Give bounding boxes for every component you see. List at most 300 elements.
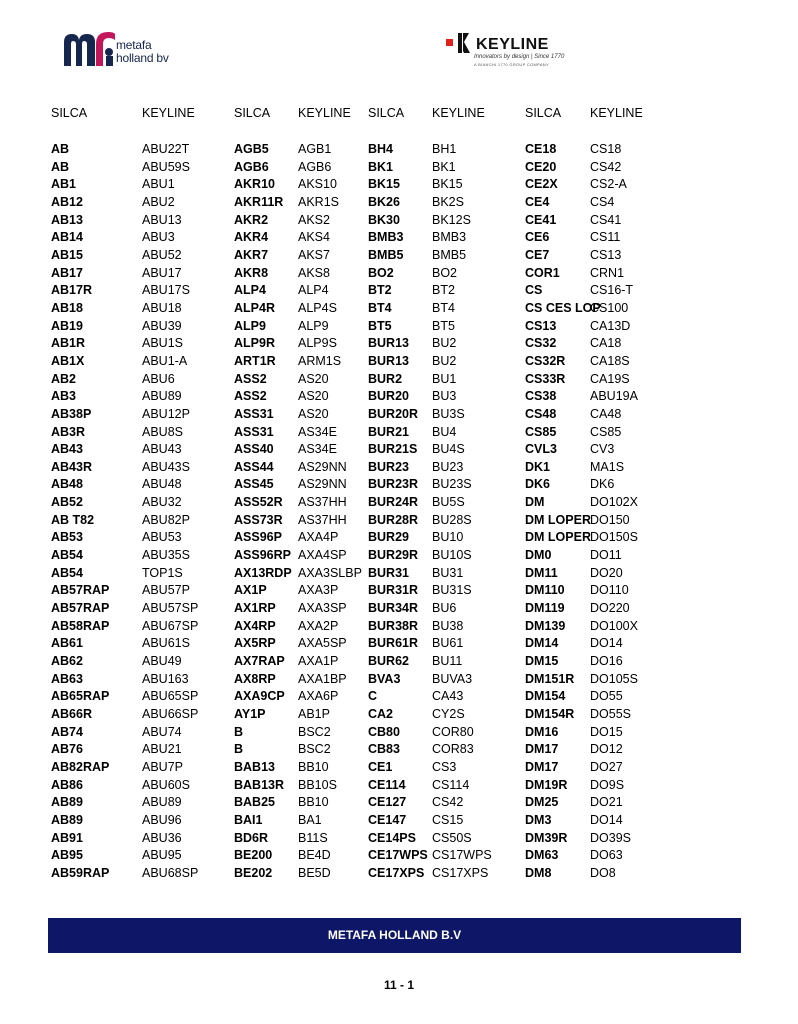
keyline-code: DO55	[590, 689, 623, 704]
keyline-code: BE5D	[298, 865, 331, 880]
silca-code: BAB25	[234, 795, 275, 810]
silca-code: AKR7	[234, 247, 269, 262]
silca-code: AB3R	[51, 424, 86, 439]
keyline-code: DO102X	[590, 495, 638, 510]
silca-code: AB91	[51, 830, 83, 845]
silca-code: CS CES LOP	[525, 300, 601, 315]
col2-keyline-list	[298, 141, 366, 883]
keyline-code: ABU3	[142, 230, 175, 245]
keyline-code: DO14	[590, 812, 623, 827]
silca-code: DK1	[525, 459, 551, 474]
keyline-code: ABU52	[142, 247, 182, 262]
silca-code: DM119	[525, 601, 565, 616]
keyline-code: ABU8S	[142, 424, 183, 439]
silca-code: AB62	[51, 654, 83, 669]
silca-code: AB89	[51, 812, 83, 827]
keyline-code: BSC2	[298, 742, 331, 757]
silca-code: BT2	[368, 283, 392, 298]
keyline-code: BU6	[432, 601, 457, 616]
keyline-code: DO55S	[590, 707, 631, 721]
keyline-code: ABU57P	[142, 583, 190, 598]
silca-code: AB65RAP	[51, 689, 110, 704]
col1-keyline-list	[142, 141, 230, 883]
keyline-code: AS29NN	[298, 459, 347, 474]
keyline-code: BUVA3	[432, 671, 473, 686]
silca-code: BUR24R	[368, 495, 419, 510]
silca-code: BH4	[368, 142, 394, 156]
silca-code: BMB5	[368, 247, 404, 262]
keyline-code: AS29NN	[298, 477, 347, 492]
keyline-code: ABU60S	[142, 777, 190, 792]
silca-code: CS32R	[525, 353, 566, 368]
silca-code: AB66R	[51, 707, 92, 721]
keyline-code: ABU35S	[142, 548, 190, 563]
keyline-code: BU2	[432, 336, 457, 351]
keyline-code: BU23	[432, 459, 464, 474]
silca-code: BUR34R	[368, 601, 419, 616]
keyline-tagline-company: A BIANCHI 1770 GROUP COMPANY	[474, 62, 549, 67]
silca-code: CE2X	[525, 177, 558, 192]
keyline-code: CS17WPS	[432, 848, 492, 863]
silca-code: ART1R	[234, 353, 276, 368]
keyline-code: BU31	[432, 565, 464, 580]
silca-code: BUR29	[368, 530, 409, 545]
keyline-code: AXA1BP	[298, 671, 347, 686]
silca-code: ASS31	[234, 424, 274, 439]
keyline-code: BU1	[432, 371, 457, 386]
silca-code: AB57RAP	[51, 601, 110, 616]
silca-code: BUR29R	[368, 548, 419, 563]
silca-code: CE1	[368, 759, 393, 774]
silca-code: BK15	[368, 177, 400, 192]
silca-code: C	[368, 689, 378, 704]
metafa-logo	[62, 28, 212, 72]
keyline-code: AXA4SP	[298, 548, 347, 563]
keyline-code: ABU89	[142, 389, 182, 404]
silca-code: AY1P	[234, 707, 266, 721]
keyline-code: AKR1S	[298, 194, 339, 209]
keyline-code: BK12S	[432, 212, 471, 227]
keyline-code: DO110	[590, 583, 629, 598]
keyline-code: BU4	[432, 424, 457, 439]
silca-code: DM16	[525, 724, 559, 739]
keyline-code: TOP1S	[142, 565, 183, 580]
silca-code: AB3	[51, 389, 77, 404]
silca-code: ASS96RP	[234, 548, 291, 563]
keyline-code: ABU67SP	[142, 618, 199, 633]
col3-silca-list	[368, 141, 432, 883]
keyline-code: DO39S	[590, 830, 631, 845]
keyline-code: BU23S	[432, 477, 472, 492]
silca-code: DM LOPER	[525, 512, 591, 527]
silca-code: CE6	[525, 230, 550, 245]
keyline-code: ABU59S	[142, 159, 190, 174]
keyline-code: COR80	[432, 724, 474, 739]
keyline-code: CA18	[590, 336, 622, 351]
keyline-code: DO21	[590, 795, 623, 810]
silca-code: BD6R	[234, 830, 269, 845]
keyline-code: DO150S	[590, 530, 638, 545]
keyline-code: BU10S	[432, 548, 472, 563]
silca-code: AB17	[51, 265, 83, 280]
silca-code: DM0	[525, 548, 552, 563]
keyline-code: ABU17S	[142, 283, 190, 298]
keyline-code: CA48	[590, 406, 622, 421]
keyline-code: AXA5SP	[298, 636, 347, 651]
silca-code: CS33R	[525, 371, 566, 386]
silca-code: BUR28R	[368, 512, 419, 527]
keyline-code: ABU66SP	[142, 707, 199, 721]
silca-code: AB61	[51, 636, 83, 651]
keyline-code: BSC2	[298, 724, 331, 739]
silca-code: AB53	[51, 530, 83, 545]
keyline-code: BU31S	[432, 583, 472, 598]
silca-code: DM11	[525, 565, 558, 580]
keyline-code: BK2S	[432, 194, 464, 209]
keyline-code: AS34E	[298, 424, 337, 439]
keyline-code: BU11	[432, 654, 463, 669]
silca-code: BUR62	[368, 654, 409, 669]
silca-code: AB1X	[51, 353, 85, 368]
silca-code: AB57RAP	[51, 583, 110, 598]
keyline-code: ABU12P	[142, 406, 190, 421]
keyline-code: ARM1S	[298, 353, 342, 368]
keyline-code: DO11	[590, 548, 622, 563]
keyline-code: DO100X	[590, 618, 638, 633]
keyline-code: DO8	[590, 865, 616, 880]
silca-code: AB74	[51, 724, 83, 739]
col3-keyline-header: KEYLINE	[432, 106, 485, 120]
keyline-code: BK15	[432, 177, 463, 192]
footer-company-bar: METAFA HOLLAND B.V	[48, 918, 741, 953]
col3-silca-header: SILCA	[368, 106, 405, 120]
silca-code: BK26	[368, 194, 400, 209]
silca-code: ALP4	[234, 283, 266, 298]
silca-code: CE20	[525, 159, 557, 174]
keyline-code: CA43	[432, 689, 464, 704]
silca-code: BUR13	[368, 336, 409, 351]
keyline-code: AB1P	[298, 707, 330, 721]
keyline-code: ABU65SP	[142, 689, 199, 704]
col1-silca-list	[51, 141, 139, 883]
silca-code: CVL3	[525, 442, 557, 457]
keyline-code: AKS8	[298, 265, 330, 280]
silca-code: DM17	[525, 742, 559, 757]
silca-code: AB38P	[51, 406, 92, 421]
keyline-code: ABU43S	[142, 459, 190, 474]
silca-code: DM151R	[525, 671, 575, 686]
keyline-code: AXA3P	[298, 583, 339, 598]
keyline-code: ABU13	[142, 212, 182, 227]
keyline-code: ABU82P	[142, 512, 190, 527]
keyline-code: CS17XPS	[432, 865, 489, 880]
silca-code: CA2	[368, 707, 394, 721]
keyline-code: ABU89	[142, 795, 182, 810]
silca-code: AB13	[51, 212, 83, 227]
keyline-code: DO14	[590, 636, 623, 651]
keyline-code: AS20	[298, 389, 329, 404]
keyline-code: ABU68SP	[142, 865, 199, 880]
silca-code: BUR23	[368, 459, 409, 474]
silca-code: AB17R	[51, 283, 92, 298]
silca-code: ASS45	[234, 477, 274, 492]
silca-code: BT4	[368, 300, 392, 315]
keyline-code: ABU43	[142, 442, 182, 457]
silca-code: CB83	[368, 742, 400, 757]
keyline-code: ABU17	[142, 265, 182, 280]
silca-code: DM25	[525, 795, 559, 810]
keyline-code: CS100	[590, 300, 629, 315]
silca-code: ASS2	[234, 371, 267, 386]
keyline-code: CY2S	[432, 707, 465, 721]
keyline-code: CS4	[590, 194, 615, 209]
silca-code: AKR11R	[234, 194, 284, 209]
silca-code: BE200	[234, 848, 273, 863]
keyline-code: DK6	[590, 477, 615, 492]
silca-code: AB54	[51, 565, 83, 580]
keyline-code: BB10	[298, 795, 329, 810]
keyline-code: ABU22T	[142, 142, 190, 156]
keyline-code: BU38	[432, 618, 464, 633]
silca-code: AB95	[51, 848, 83, 863]
silca-code: CE18	[525, 142, 557, 156]
silca-code: DM8	[525, 865, 552, 880]
keyline-code: AGB6	[298, 159, 332, 174]
silca-code: DM110	[525, 583, 565, 598]
silca-code: AB14	[51, 230, 83, 245]
keyline-code: ABU53	[142, 530, 182, 545]
silca-code: AB58RAP	[51, 618, 110, 633]
silca-code: AB2	[51, 371, 77, 386]
keyline-code: DO9S	[590, 777, 625, 792]
keyline-code: AXA6P	[298, 689, 339, 704]
logo-word-metafa: metafa	[116, 38, 152, 52]
silca-code: BAI1	[234, 812, 263, 827]
col4-silca-header: SILCA	[525, 106, 562, 120]
keyline-code: CS15	[432, 812, 464, 827]
silca-code: ASS96P	[234, 530, 282, 545]
keyline-code: BK1	[432, 159, 456, 174]
keyline-code: DO20	[590, 565, 623, 580]
silca-code: CE17WPS	[368, 848, 428, 863]
silca-code: BUR38R	[368, 618, 419, 633]
silca-code: BUR13	[368, 353, 409, 368]
keyline-code: CV3	[590, 442, 615, 457]
silca-code: AX13RDP	[234, 565, 292, 580]
silca-code: AB54	[51, 548, 83, 563]
col2-silca-header: SILCA	[234, 106, 271, 120]
logo-word-holland: holland bv	[116, 51, 169, 65]
keyline-code: BU28S	[432, 512, 472, 527]
silca-code: CS85	[525, 424, 557, 439]
keyline-logo-mark-icon	[444, 32, 476, 56]
silca-code: AGB6	[234, 159, 269, 174]
silca-code: AB19	[51, 318, 83, 333]
keyline-code: CS114	[432, 777, 470, 792]
col4-silca-list	[525, 141, 601, 883]
keyline-code: ABU2	[142, 194, 175, 209]
keyline-code: AXA3SP	[298, 601, 347, 616]
keyline-code: CS13	[590, 247, 622, 262]
keyline-code: ABU36	[142, 830, 182, 845]
silca-code: B	[234, 724, 244, 739]
keyline-code: BE4D	[298, 848, 331, 863]
silca-code: ASS2	[234, 389, 267, 404]
keyline-code: ABU1	[142, 177, 175, 192]
silca-code: AB	[51, 142, 70, 156]
keyline-code: AXA4P	[298, 530, 339, 545]
silca-code: BT5	[368, 318, 392, 333]
silca-code: AB1R	[51, 336, 86, 351]
silca-code: CE7	[525, 247, 550, 262]
silca-code: AKR4	[234, 230, 269, 245]
silca-code: BMB3	[368, 230, 404, 245]
keyline-code: BMB3	[432, 230, 467, 245]
keyline-code: ABU7P	[142, 759, 183, 774]
silca-code: AB	[51, 159, 70, 174]
keyline-code: CS85	[590, 424, 622, 439]
silca-code: BAB13R	[234, 777, 285, 792]
col4-keyline-list	[590, 141, 670, 883]
keyline-code: BT2	[432, 283, 455, 298]
keyline-code: CS16-T	[590, 283, 634, 298]
keyline-code: ABU18	[142, 300, 182, 315]
silca-code: ALP9R	[234, 336, 275, 351]
keyline-code: ABU39	[142, 318, 182, 333]
silca-code: CB80	[368, 724, 400, 739]
keyline-code: BT4	[432, 300, 455, 315]
keyline-code: DO16	[590, 654, 623, 669]
keyline-code: ABU1-A	[142, 353, 188, 368]
silca-code: CS13	[525, 318, 557, 333]
silca-code: BUR31	[368, 565, 409, 580]
keyline-code: CS41	[590, 212, 622, 227]
silca-code: AB12	[51, 194, 83, 209]
keyline-code: BB10S	[298, 777, 337, 792]
keyline-logo	[444, 30, 604, 74]
silca-code: AB15	[51, 247, 83, 262]
keyline-code: BU3S	[432, 406, 465, 421]
silca-code: CE41	[525, 212, 557, 227]
keyline-code: BT5	[432, 318, 455, 333]
keyline-code: ABU96	[142, 812, 182, 827]
keyline-code: ABU48	[142, 477, 182, 492]
keyline-code: DO150	[590, 512, 630, 527]
silca-code: CE127	[368, 795, 407, 810]
keyline-code: BU3	[432, 389, 457, 404]
keyline-code: BO2	[432, 265, 458, 280]
silca-code: BUR31R	[368, 583, 419, 598]
keyline-code: AKS4	[298, 230, 330, 245]
keyline-code: DO15	[590, 724, 623, 739]
silca-code: AB76	[51, 742, 83, 757]
silca-code: AKR8	[234, 265, 269, 280]
silca-code: BAB13	[234, 759, 275, 774]
keyline-code: ALP4S	[298, 300, 337, 315]
keyline-code: ABU57SP	[142, 601, 199, 616]
keyline-code: ABU61S	[142, 636, 190, 651]
keyline-code: AS20	[298, 371, 329, 386]
silca-code: BVA3	[368, 671, 401, 686]
silca-code: CE114	[368, 777, 406, 792]
keyline-code: BB10	[298, 759, 329, 774]
silca-code: ASS40	[234, 442, 274, 457]
silca-code: BUR20	[368, 389, 409, 404]
silca-code: CE147	[368, 812, 407, 827]
silca-code: BUR20R	[368, 406, 419, 421]
keyline-code: ALP9S	[298, 336, 337, 351]
col1-silca-header: SILCA	[51, 106, 88, 120]
silca-code: CS38	[525, 389, 557, 404]
silca-code: DM17	[525, 759, 559, 774]
silca-code: BO2	[368, 265, 394, 280]
silca-code: DM15	[525, 654, 559, 669]
silca-code: DK6	[525, 477, 551, 492]
silca-code: AB63	[51, 671, 83, 686]
keyline-code: CS42	[590, 159, 622, 174]
keyline-code: CS11	[590, 230, 621, 245]
keyline-code: COR83	[432, 742, 474, 757]
keyline-code: AGB1	[298, 142, 332, 156]
silca-code: CS32	[525, 336, 557, 351]
keyline-tagline: Innovators by design | Since 1770	[474, 54, 565, 60]
silca-code: AX1P	[234, 583, 267, 598]
silca-code: AX5RP	[234, 636, 276, 651]
silca-code: DM LOPER	[525, 530, 591, 545]
keyline-code: CRN1	[590, 265, 625, 280]
keyline-code: DO12	[590, 742, 623, 757]
silca-code: AB T82	[51, 512, 95, 527]
silca-code: AB82RAP	[51, 759, 110, 774]
silca-code: DM154	[525, 689, 566, 704]
silca-code: CE17XPS	[368, 865, 425, 880]
silca-code: BK30	[368, 212, 400, 227]
silca-code: CS	[525, 283, 543, 298]
silca-code: BUR61R	[368, 636, 419, 651]
keyline-code: BH1	[432, 142, 457, 156]
keyline-code: CS50S	[432, 830, 472, 845]
keyline-code: AKS2	[298, 212, 330, 227]
silca-code: AB43	[51, 442, 83, 457]
silca-code: AB86	[51, 777, 83, 792]
silca-code: CE14PS	[368, 830, 416, 845]
col2-silca-list	[234, 141, 298, 883]
keyline-code: BU61	[432, 636, 464, 651]
silca-code: AB59RAP	[51, 865, 110, 880]
keyline-code: ABU21	[142, 742, 182, 757]
keyline-code: BU2	[432, 353, 457, 368]
keyline-code: ABU163	[142, 671, 189, 686]
silca-code: BUR21S	[368, 442, 418, 457]
keyline-code: CS2-A	[590, 177, 627, 192]
silca-code: DM39R	[525, 830, 568, 845]
keyline-code: AXA1P	[298, 654, 339, 669]
silca-code: BUR2	[368, 371, 403, 386]
keyline-brand-text: KEYLINE	[476, 36, 549, 53]
keyline-code: CA18S	[590, 353, 630, 368]
silca-code: ASS52R	[234, 495, 283, 510]
col2-keyline-header: KEYLINE	[298, 106, 351, 120]
col1-keyline-header: KEYLINE	[142, 106, 195, 120]
keyline-code: AS37HH	[298, 495, 347, 510]
keyline-code: CS18	[590, 142, 622, 156]
silca-code: ALP9	[234, 318, 266, 333]
silca-code: CS48	[525, 406, 557, 421]
keyline-code: CS42	[432, 795, 464, 810]
silca-code: AX8RP	[234, 671, 276, 686]
silca-code: AX1RP	[234, 601, 276, 616]
silca-code: DM154R	[525, 707, 575, 721]
